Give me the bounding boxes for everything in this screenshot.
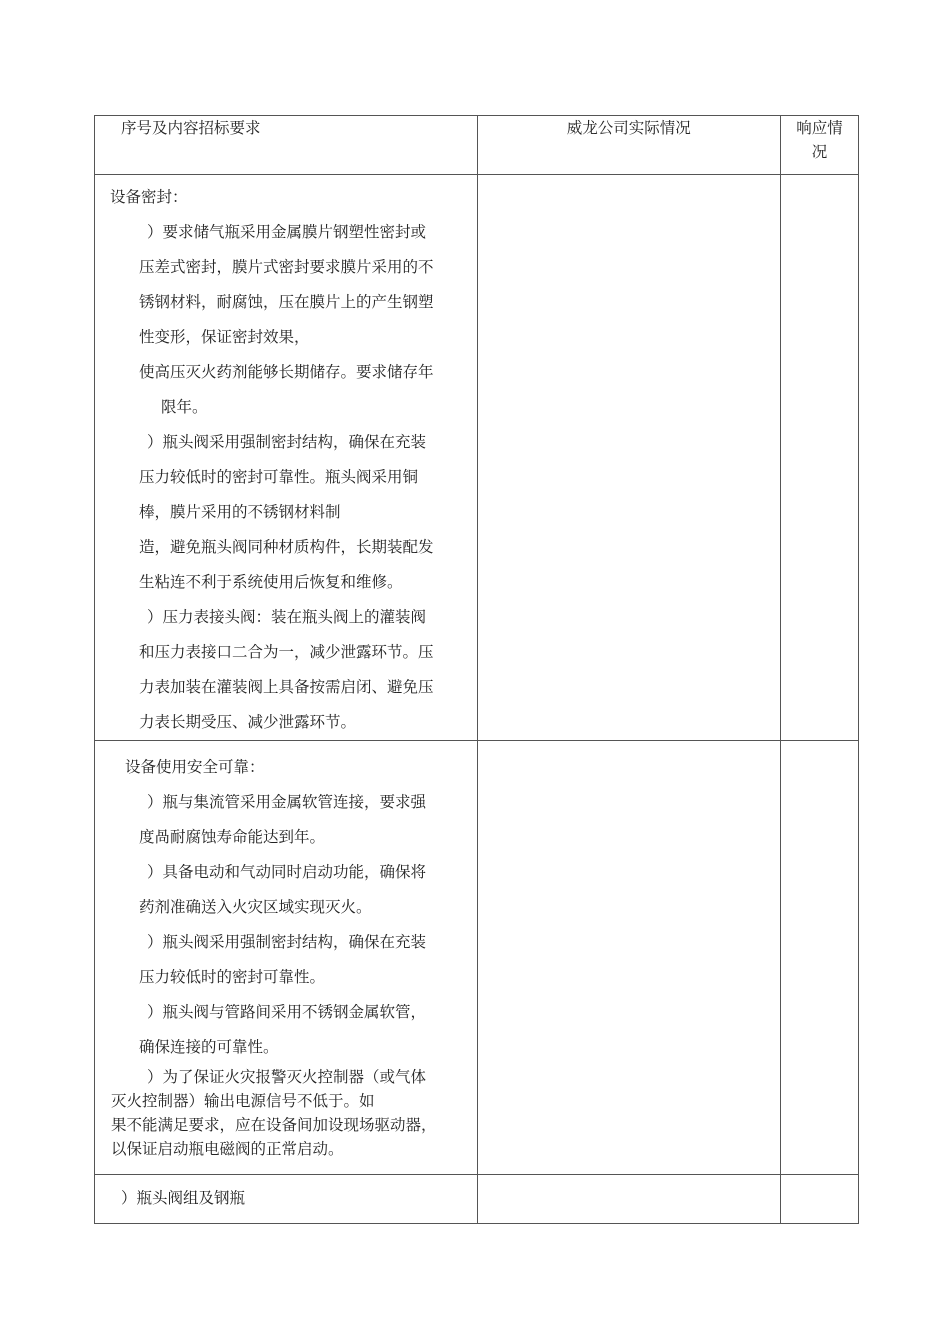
safety-line: 确保连接的可靠性。 [139, 1038, 279, 1056]
sealing-line: 力表长期受压、减少泄露环节。 [139, 713, 357, 731]
valve-response-cell [780, 1175, 858, 1224]
sealing-line: 棒，膜片采用的不锈钢材料制 [139, 503, 341, 521]
safety-requirements-cell [95, 741, 478, 1175]
sealing-requirements-cell [95, 175, 478, 741]
safety-line: 压力较低时的密封可靠性。 [139, 968, 326, 986]
safety-line: 度咼耐腐蚀寿命能达到年。 [139, 828, 326, 846]
sealing-line: 压差式密封，膜片式密封要求膜片采用的不 [139, 258, 434, 276]
safety-line: ）为了保证火灾报警灭火控制器（或气体 [147, 1068, 427, 1086]
sealing-line: 限年。 [161, 398, 208, 416]
valve-actual-cell [477, 1175, 780, 1224]
safety-line: ）瓶头阀采用强制密封结构，确保在充装 [147, 933, 427, 951]
safety-line: 灭火控制器）输出电源信号不低于。如 [111, 1092, 375, 1110]
safety-line: ）瓶与集流管采用金属软管连接，要求强 [147, 793, 427, 811]
sealing-line: 锈钢材料，耐腐蚀，压在膜片上的产生钢塑 [139, 293, 434, 311]
sealing-line: ）瓶头阀采用强制密封结构，确保在充装 [147, 433, 427, 451]
valve-requirements-cell [95, 1175, 478, 1224]
safety-line: 药剂准确送入火灾区域实现灭火。 [139, 898, 372, 916]
table-row-sealing [95, 175, 859, 741]
safety-line: ）具备电动和气动同时启动功能，确保将 [147, 863, 427, 881]
safety-line: 以保证启动瓶电磁阀的正常启动。 [111, 1140, 344, 1158]
sealing-line: 造，避免瓶头阀同种材质构件，长期装配发 [139, 538, 434, 556]
sealing-line: 力表加装在灌装阀上具备按需启闭、避免压 [139, 678, 434, 696]
header-response-line1: 响应情 [796, 119, 843, 137]
valve-title: ）瓶头阀组及钢瓶 [121, 1189, 246, 1207]
requirements-table [94, 115, 859, 1224]
sealing-actual-cell [477, 175, 780, 741]
table-header-row [95, 116, 859, 175]
sealing-line: ）压力表接头阀：装在瓶头阀上的灌装阀 [147, 608, 427, 626]
sealing-line: 使高压灭火药剂能够长期储存。要求储存年 [139, 363, 434, 381]
header-response [780, 116, 858, 175]
table-row-safety [95, 741, 859, 1175]
safety-title: 设备使用安全可靠： [125, 758, 265, 776]
sealing-line: 生粘连不利于系统使用后恢复和维修。 [139, 573, 403, 591]
safety-response-cell [780, 741, 858, 1175]
header-actual-situation: 威龙公司实际情况 [477, 116, 780, 175]
safety-line: 果不能满足要求，应在设备间加设现场驱动器， [111, 1116, 437, 1134]
table-row-valve [95, 1175, 859, 1224]
safety-line: ）瓶头阀与管路间采用不锈钢金属软管， [147, 1003, 427, 1021]
header-response-line2: 况 [811, 143, 828, 161]
safety-actual-cell [477, 741, 780, 1175]
sealing-line: 和压力表接口二合为一，减少泄露环节。压 [139, 643, 434, 661]
header-requirements: 序号及内容招标要求 [95, 116, 478, 175]
sealing-line: 性变形，保证密封效果， [139, 328, 310, 346]
sealing-line: 压力较低时的密封可靠性。瓶头阀采用铜 [139, 468, 419, 486]
sealing-response-cell [780, 175, 858, 741]
sealing-title: 设备密封： [110, 188, 188, 206]
sealing-line: ）要求储气瓶采用金属膜片钢塑性密封或 [147, 223, 427, 241]
